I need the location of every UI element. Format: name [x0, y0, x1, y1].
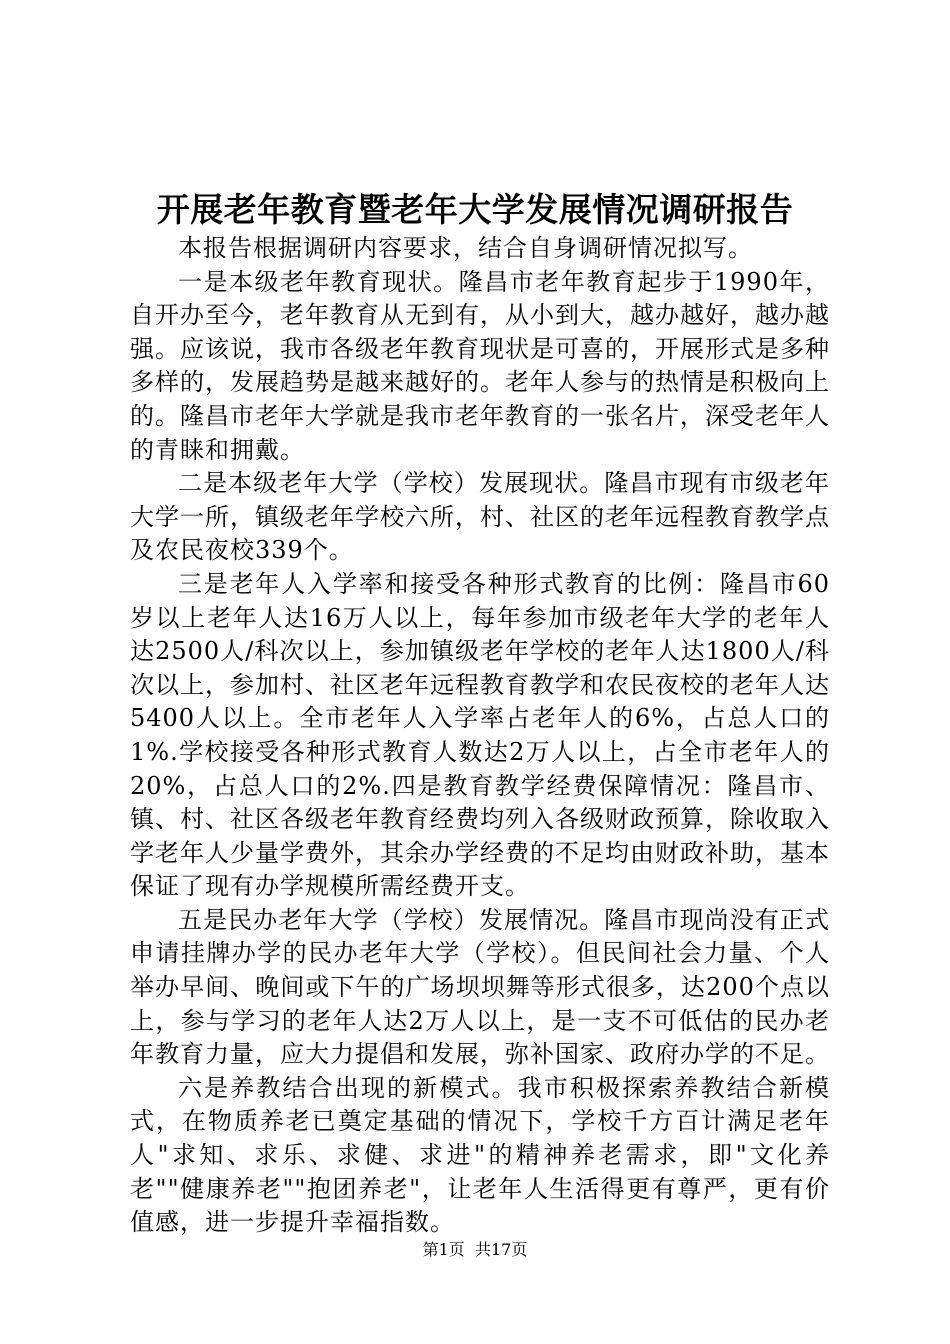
document-body — [130, 232, 830, 1240]
paragraph-university-status: 二是本级老年大学（学校）发展现状。隆昌市现有市级老年大学一所，镇级老年学校六所，村、社区的老年远程教育教学点及农民夜校339个。 — [130, 469, 830, 565]
document-title: 开展老年教育暨老年大学发展情况调研报告 — [156, 190, 794, 229]
paragraph-intro: 本报告根据调研内容要求，结合自身调研情况拟写。 — [178, 234, 753, 262]
page-number: 第1页 — [422, 1240, 465, 1259]
paragraph-enrollment-rate: 三是老年人入学率和接受各种形式教育的比例：隆昌市60岁以上老年人达16万人以上，每年参加市级老年大学的老年人达2500人/科次以上，参加镇级老年学校的老年人达1800人/科次以上，参加村、社区老年远程教育教学和农民夜校的老年人达5400人以上。全市老年人入学率占老年人的6%，占总人口的1%.学校接受各种形式教育人数达2万人以上，占全市老年人的20%，占总人口的2%.四是教育教学经费保障情况：隆昌市、镇、村、社区各级老年教育经费均列入各级财政预算，除收取入学老年人少量学费外，其余办学经费的不足均由财政补助，基本保证了现有办学规模所需经费开支。 — [130, 569, 830, 901]
page-footer — [0, 1240, 950, 1260]
paragraph-private-schools: 五是民办老年大学（学校）发展情况。隆昌市现尚没有正式申请挂牌办学的民办老年大学（学校）。但民间社会力量、个人举办早间、晚间或下午的广场坝坝舞等形式很多，达200个点以上，参与学习的老年人达2万人以上，是一支不可低估的民办老年教育力量，应大力提倡和发展，弥补国家、政府办学的不足。 — [130, 905, 830, 1069]
paragraph-education-status: 一是本级老年教育现状。隆昌市老年教育起步于1990年，自开办至今，老年教育从无到有，从小到大，越办越好，越办越强。应该说，我市各级老年教育现状是可喜的，开展形式是多种多样的，发展趋势是越来越好的。老年人参与的热情是积极向上的。隆昌市老年大学就是我市老年教育的一张名片，深受老年人的青睐和拥戴。 — [130, 267, 830, 464]
paragraph-new-model: 六是养教结合出现的新模式。我市积极探索养教结合新模式，在物质养老已奠定基础的情况下，学校千方百计满足老年人"求知、求乐、求健、求进"的精神养老需求，即"文化养老""健康养老""抱团养老"，让老年人生活得更有尊严，更有价值感，进一步提升幸福指数。 — [130, 1073, 830, 1237]
page-total: 共17页 — [474, 1240, 528, 1259]
